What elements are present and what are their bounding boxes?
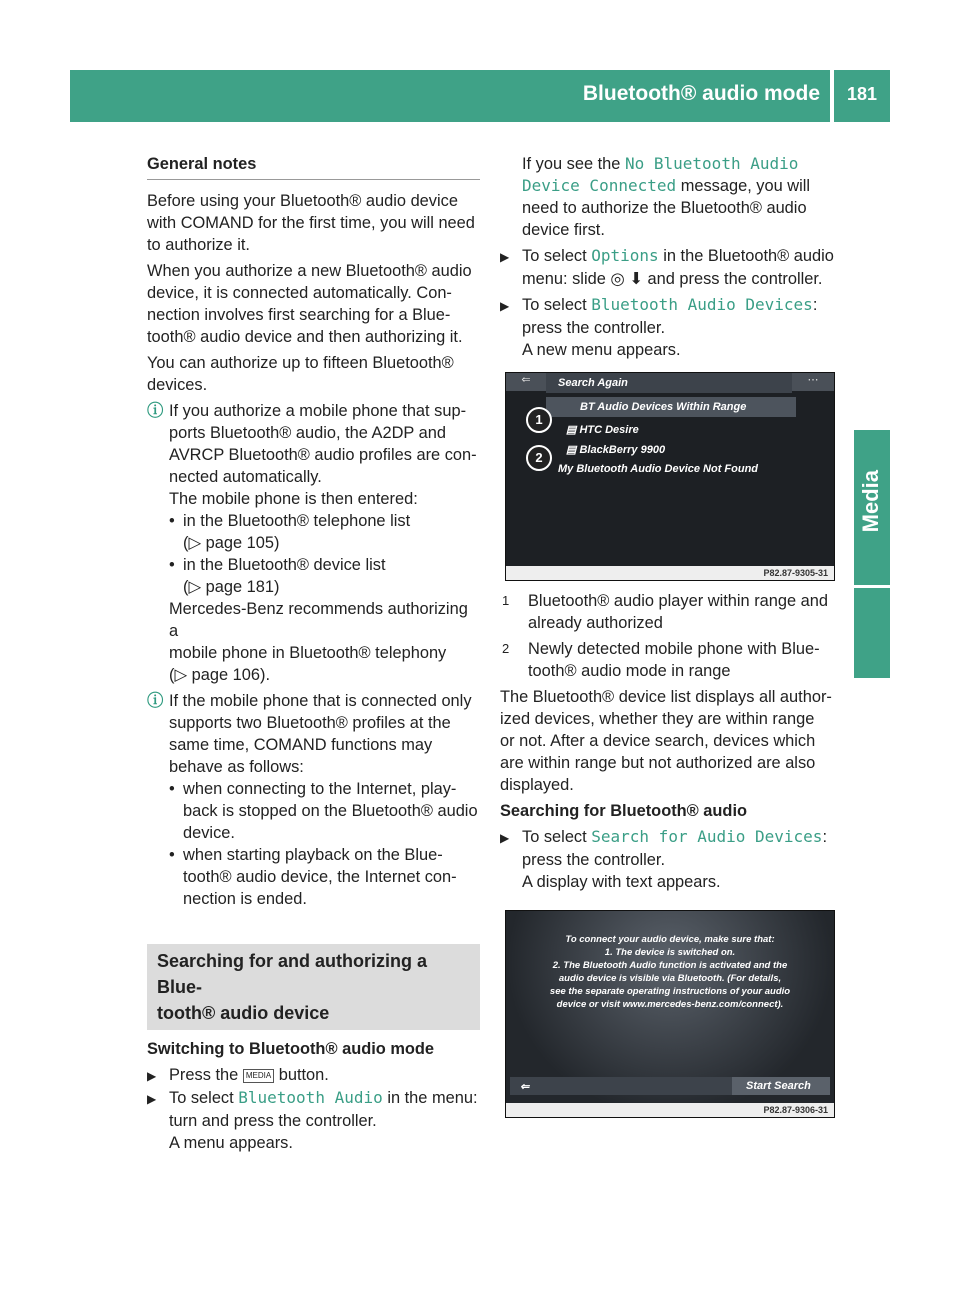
legend-number-1: 1	[502, 593, 510, 608]
right-column	[500, 153, 835, 361]
search-instructions	[506, 933, 834, 1011]
step-arrow-icon: ▶	[500, 250, 510, 264]
menu-item-bluetooth-audio-devices[interactable]: Bluetooth Audio Devices	[591, 295, 813, 314]
page-number: 181	[846, 84, 878, 104]
device-not-found[interactable]: My Bluetooth Audio Device Not Found	[558, 463, 759, 475]
text-line: behave as follows:	[169, 758, 304, 776]
side-tab-lower	[854, 588, 890, 678]
text-line: tooth® audio mode in range	[528, 662, 731, 680]
message-device-connected: Device Connected	[522, 176, 677, 195]
right-column-lower	[500, 590, 835, 893]
text-line: tooth® audio device	[157, 1003, 330, 1023]
text-line: back is stopped on the Bluetooth® audio	[183, 802, 478, 820]
back-button[interactable]: ⇐	[520, 1081, 530, 1093]
paragraph-3	[147, 352, 480, 396]
text-line: Searching for and authorizing a Blue-	[157, 951, 428, 997]
legend-number-2: 2	[502, 641, 510, 656]
text-line: A new menu appears.	[522, 341, 681, 359]
text-line: Bluetooth® audio player within range and	[528, 592, 829, 610]
menu-item-search-audio-devices[interactable]: Search for Audio Devices	[591, 827, 823, 846]
text-line: with COMAND for the first time, you will need	[147, 214, 475, 232]
info-icon: ⓘ	[147, 402, 164, 420]
text-line: displayed.	[500, 776, 574, 794]
page-title: Bluetooth® audio mode	[582, 82, 820, 105]
menu-item-bluetooth-audio[interactable]: Bluetooth Audio	[238, 1088, 383, 1107]
device-blackberry[interactable]: ▤ BlackBerry 9900	[566, 444, 666, 456]
text-line: to authorize it.	[147, 236, 250, 254]
menu-item-options[interactable]: Options	[591, 246, 659, 265]
callout-2: 2	[526, 445, 552, 471]
text-line: supports two Bluetooth® profiles at the	[169, 714, 451, 732]
text-line: Mercedes-Benz recommends authorizing a	[169, 600, 468, 640]
text-line: When you authorize a new Bluetooth® audio	[147, 262, 472, 280]
section-title	[147, 944, 480, 1030]
step-arrow-icon: ▶	[147, 1092, 157, 1106]
menu-icon[interactable]: ⋯	[792, 373, 834, 391]
paragraph-2	[147, 260, 480, 348]
text-line: press the controller.	[522, 319, 666, 337]
text-line: ports Bluetooth® audio, the A2DP and	[169, 424, 446, 442]
text-line: already authorized	[528, 614, 663, 632]
bullet-item: • in the Bluetooth® device list	[147, 554, 480, 576]
text-line: device.	[183, 824, 235, 842]
left-column	[147, 153, 480, 1154]
step-select-options: ▶ To select Options in the Bluetooth® audio menu: slide ◎ ⬇ and press the controller.	[500, 246, 834, 288]
start-search-button[interactable]: Start Search	[732, 1077, 830, 1095]
text-line: Before using your Bluetooth® audio device	[147, 192, 458, 210]
device-htc-desire[interactable]: ▤ HTC Desire	[566, 424, 639, 436]
text-line: need to authorize the Bluetooth® audio	[522, 199, 807, 217]
text-line: same time, COMAND functions may	[169, 736, 433, 754]
legend-item-2	[500, 638, 835, 682]
text-line: or not. After a device search, devices which	[500, 732, 816, 750]
text-line: device or visit www.mercedes-benz.com/connect).	[556, 999, 784, 1010]
info-note-1	[147, 400, 480, 686]
text-line: Newly detected mobile phone with Blue-	[528, 640, 820, 658]
side-tab-label: Media	[858, 470, 883, 533]
device-list-paragraph	[500, 686, 835, 796]
text-line: 1. The device is switched on.	[604, 947, 736, 958]
text-line: nection involves first searching for a Blue-	[147, 306, 451, 324]
device-list-screen	[505, 372, 835, 581]
step-press-media: ▶ Press the MEDIA button.	[147, 1064, 480, 1087]
text-line: ized devices, whether they are within range	[500, 710, 815, 728]
text-line: To connect your audio device, make sure that:	[565, 934, 775, 945]
search-screen	[505, 910, 835, 1118]
bullet-item: • when connecting to the Internet, play-	[147, 778, 480, 800]
page-reference[interactable]: (▷ page 106).	[169, 666, 270, 684]
step-arrow-icon: ▶	[147, 1069, 157, 1083]
text-line: The mobile phone is then entered:	[169, 490, 418, 508]
step-select-bluetooth-audio: ▶ To select Bluetooth Audio in the menu: turn and press the controller. A menu appears.	[147, 1087, 480, 1154]
text-line: The Bluetooth® device list displays all author-	[500, 688, 832, 706]
text-line: device, it is connected automatically. Con-	[147, 284, 452, 302]
text-line: If the mobile phone that is connected only	[169, 692, 472, 710]
step-select-bt-audio-devices: ▶ To select Bluetooth Audio Devices: press the controller. A new menu appears.	[500, 294, 835, 361]
bullet-item: • when starting playback on the Blue-	[147, 844, 480, 866]
text-line: nected automatically.	[169, 468, 322, 486]
text-line: A display with text appears.	[522, 873, 721, 891]
text-line: device first.	[522, 221, 605, 239]
text-line: If you authorize a mobile phone that sup-	[169, 402, 467, 420]
intro-note: If you see the No Bluetooth Audio Device Connected message, you will need to authorize the Bluetooth® audio device first.	[500, 153, 835, 241]
text-line: tooth® audio device and then authorizing it.	[147, 328, 463, 346]
step-search-devices: ▶ To select Search for Audio Devices: press the controller. A display with text appears.	[500, 826, 835, 893]
page-reference[interactable]: (▷ page 181)	[183, 578, 280, 596]
text-line: AVRCP Bluetooth® audio profiles are con-	[169, 446, 477, 464]
text-line: tooth® audio device, the Internet con-	[183, 868, 457, 886]
text-line: nection is ended.	[183, 890, 307, 908]
step-arrow-icon: ▶	[500, 299, 510, 313]
switching-heading: Switching to Bluetooth® audio mode	[147, 1040, 435, 1058]
text-line: devices.	[147, 376, 208, 394]
media-key-icon: MEDIA	[243, 1069, 274, 1083]
text-line: are within range but not authorized are also	[500, 754, 816, 772]
text-line: mobile phone in Bluetooth® telephony	[169, 644, 447, 662]
general-notes-heading: General notes	[147, 153, 480, 180]
text-line: see the separate operating instructions of your audio	[549, 986, 791, 997]
info-note-2	[147, 690, 480, 910]
text-line: audio device is visible via Bluetooth. (For details,	[558, 973, 782, 984]
text-line: turn and press the controller.	[169, 1112, 377, 1130]
bt-devices-header: BT Audio Devices Within Range	[546, 397, 796, 417]
page-reference[interactable]: (▷ page 105)	[183, 534, 280, 552]
info-icon: ⓘ	[147, 692, 164, 710]
text-line: A menu appears.	[169, 1134, 293, 1152]
message-no-bluetooth-audio: No Bluetooth Audio	[624, 154, 799, 173]
searching-heading: Searching for Bluetooth® audio	[500, 802, 748, 820]
text-line: press the controller.	[522, 851, 666, 869]
image-ref: P82.87-9306-31	[763, 1105, 828, 1115]
callout-1: 1	[526, 407, 552, 433]
back-icon[interactable]: ⇐	[506, 373, 546, 391]
step-arrow-icon: ▶	[500, 831, 510, 845]
text-line: You can authorize up to fifteen Bluetooth®	[147, 354, 454, 372]
paragraph-1	[147, 190, 480, 256]
text-line: 2. The Bluetooth Audio function is activated and the	[552, 960, 788, 971]
bullet-item: • in the Bluetooth® telephone list	[147, 510, 480, 532]
page-header	[70, 70, 890, 122]
search-again-row[interactable]: Search Again	[546, 373, 792, 393]
text-line: menu: slide ◎ ⬇ and press the controller.	[522, 270, 823, 288]
legend-item-1	[500, 590, 835, 634]
image-ref: P82.87-9305-31	[763, 568, 828, 578]
